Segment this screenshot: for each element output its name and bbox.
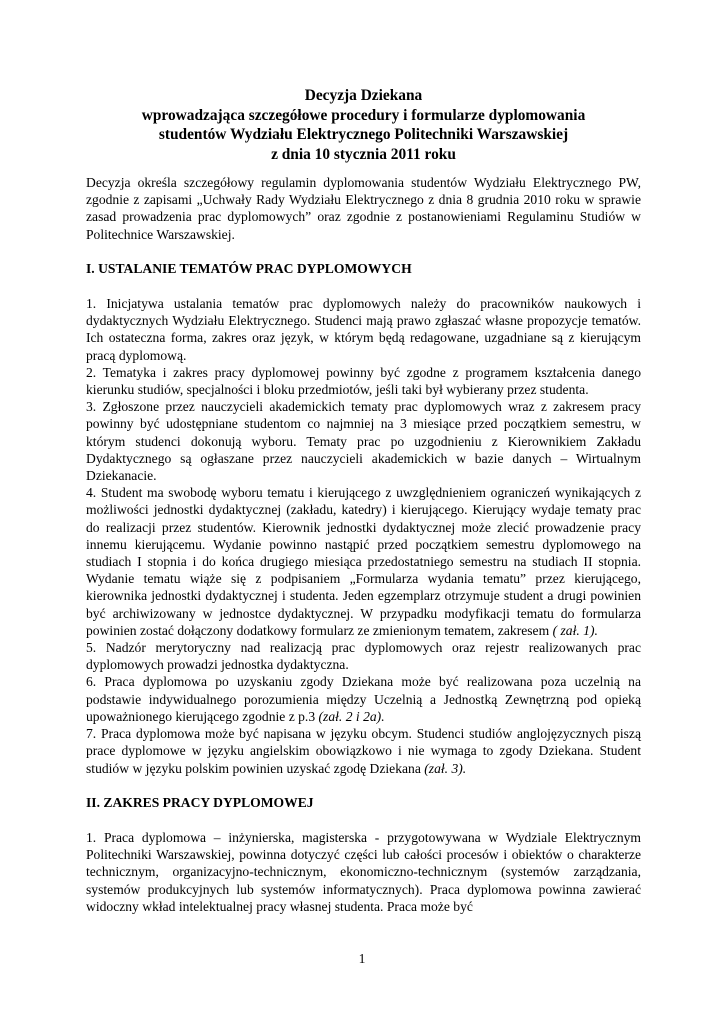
document-title [86, 86, 641, 164]
title-line: z dnia 10 stycznia 2011 roku [271, 145, 456, 163]
paragraph-2-1: 1. Praca dyplomowa – inżynierska, magisterska - przygotowywana w Wydziale Elektrycznym Politechniki Warszawskiej, powinna dotyczyć części lub całości procesów i obiektów o charakterze technicznym, organizacyjno-technicznym, ekonomiczno-technicznym (systemów zarządzania, systemów produkcyjnych lub systemów informatycznych). Praca dyplomowa powinna zawierać widoczny wkład intelektualnej pracy własnej studenta. Praca może być [86, 829, 641, 914]
page-number: 1 [358, 951, 366, 966]
attachment-reference: ( zał. 1). [552, 622, 598, 638]
paragraph-1-6 [86, 673, 641, 725]
attachment-reference: (zał. 3). [424, 760, 467, 776]
paragraph-1-3: 3. Zgłoszone przez nauczycieli akademickich tematy prac dyplomowych wraz z zakresem pracy powinny być udostępniane studentom co najmniej na 3 miesiące przed początkiem semestru, w którym studenci dokonują wyboru. Tematy prac po uzgodnieniu z Kierownikiem Zakładu Dydaktycznego są ogłaszane przez nauczycieli akademickich w bazie danych – Wirtualnym Dziekanacie. [86, 399, 641, 484]
paragraph-text: 7. Praca dyplomowa może być napisana w języku obcym. Studenci studiów anglojęzycznych piszą prace dyplomowe w języku angielskim obowiązkowo i nie wymaga to zgody Dziekana. Student studiów w języku polskim powinien uzyskać zgodę Dziekana [86, 726, 641, 776]
section-heading-1: I. USTALANIE TEMATÓW PRAC DYPLOMOWYCH [86, 260, 412, 276]
paragraph-1-7 [86, 725, 641, 777]
paragraph-1-2: 2. Tematyka i zakres pracy dyplomowej powinny być zgodne z programem kształcenia danego kierunku studiów, specjalności i bloku przedmiotów, jeśli taki był wybierany przez studenta. [86, 364, 641, 398]
paragraph-text: 4. Student ma swobodę wyboru tematu i kierującego z uwzględnieniem ograniczeń wynikających z możliwości jednostki dydaktycznej (zakładu, katedry) i kierującego. Kierujący wydaje tematy prac do realizacji przez studentów. Kierownik jednostki dydaktycznej może zlecić prowadzenie pracy innemu kierującemu. Wydanie powinno nastąpić przed początkiem semestru dyplomowego na studiach I stopnia i do końca drugiego miesiąca przedostatniego semestru na studiach II stopnia. Wydanie tematu wiąże się z podpisaniem „Formularza wydania tematu” przez kierującego, kierownika jednostki dydaktycznej i studenta. Jeden egzemplarz otrzymuje student a drugi powinien być archiwizowany w jednostce dydaktycznej. W przypadku modyfikacji tematu do formularza powinien zostać dołączony dodatkowy formularz ze zmienionym tematem, zakresem [86, 485, 641, 638]
title-line: Decyzja Dziekana [304, 87, 423, 104]
paragraph-text: 6. Praca dyplomowa po uzyskaniu zgody Dziekana może być realizowana poza uczelnią na podstawie indywidualnego porozumienia między Uczelnią a Jednostką Zewnętrzną pod opieką upoważnionego kierującego zgodnie z p.3 [86, 674, 641, 724]
document-page [86, 86, 641, 915]
title-line: studentów Wydziału Elektrycznego Politechniki Warszawskiej [158, 126, 569, 143]
intro-paragraph: Decyzja określa szczegółowy regulamin dyplomowania studentów Wydziału Elektrycznego PW, zgodnie z zapisami „Uchwały Rady Wydziału Elektrycznego z dnia 8 grudnia 2010 roku w sprawie zasad prowadzenia prac dyplomowych” oraz zgodnie z postanowieniami Regulaminu Studiów w Politechnice Warszawskiej. [86, 175, 641, 242]
paragraph-1-4 [86, 484, 641, 639]
paragraph-1-5: 5. Nadzór merytoryczny nad realizacją prac dyplomowych oraz rejestr realizowanych prac dyplomowych prowadzi jednostka dydaktyczna. [86, 640, 641, 673]
section-heading-2: II. ZAKRES PRACY DYPLOMOWEJ [86, 794, 314, 810]
paragraph-1-1: 1. Inicjatywa ustalania tematów prac dyplomowych należy do pracowników naukowych i dydaktycznych Wydziału Elektrycznego. Studenci mają prawo zgłaszać własne propozycje tematów. Ich ostateczna forma, zakres oraz język, w którym będą redagowane, uzgadniane są z kierującym pracą dyplomową. [86, 296, 641, 363]
title-line: wprowadzająca szczegółowe procedury i formularze dyplomowania [141, 106, 586, 124]
attachment-reference: (zał. 2 i 2a). [318, 708, 385, 724]
